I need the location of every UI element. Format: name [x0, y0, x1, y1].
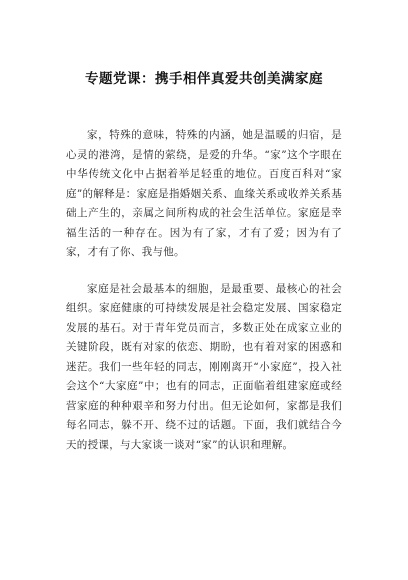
document-title: 专题党课：携手相伴真爱共创美满家庭	[85, 71, 323, 87]
paragraph-2: 家庭是社会最基本的细胞，是最重要、最核心的社会组织。家庭健康的可持续发展是社会稳定发展、国家稳定发展的基石。对于青年党员而言，多数正处在成家立业的关键阶段，既有对家的依恋、期盼，也有着对家的困惑和迷茫。我们一些年轻的同志，刚刚离开“小家庭”，投入社会这个“大家庭”中；也有的同志，正面临着组建家庭或经营家庭的种种艰辛和努力付出。但无论如何，家都是我们每名同志，躲不开、绕不过的话题。下面，我们就结合今天的授课，与大家谈一谈对“家”的认识和理解。	[66, 282, 342, 451]
paragraph-1: 家，特殊的意味，特殊的内涵，她是温暖的归宿，是心灵的港湾，是情的萦绕，是爱的升华。“家”这个字眼在中华传统文化中占据着举足轻重的地位。百度百科对“家庭”的解释是：家庭是指婚姻关系、血缘关系或收养关系基础上产生的，亲属之间所构成的社会生活单位。家庭是幸福生活的一种存在。因为有了家，才有了爱；因为有了家，才有了你、我与他。	[66, 129, 342, 258]
